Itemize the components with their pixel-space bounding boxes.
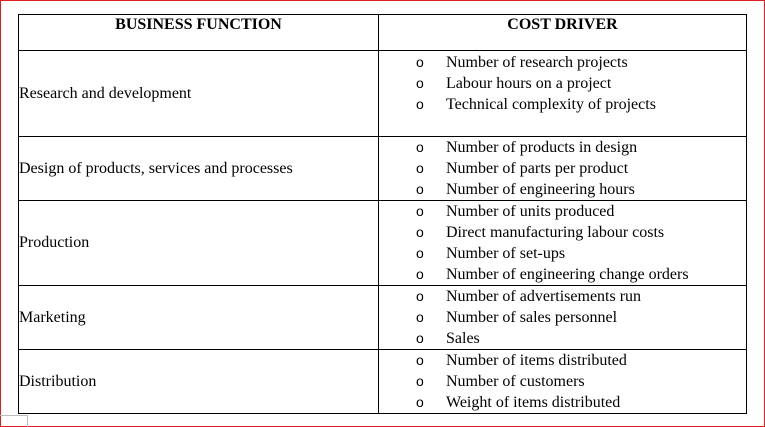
circle-bullet-icon: o [416, 224, 424, 240]
cost-driver-text: Labour hours on a project [446, 75, 612, 92]
list-item [379, 350, 746, 371]
business-function-cell: Distribution [19, 350, 379, 414]
cost-driver-cell [379, 350, 747, 414]
list-item [379, 73, 746, 94]
cost-driver-text: Number of advertisements run [446, 288, 642, 305]
circle-bullet-icon: o [416, 245, 424, 261]
header-row [19, 15, 747, 51]
cost-driver-table [18, 14, 747, 414]
circle-bullet-icon: o [416, 54, 424, 70]
cost-driver-text: Number of parts per product [446, 160, 629, 177]
cost-driver-cell [379, 137, 747, 201]
list-item [379, 243, 746, 264]
table-row [19, 137, 747, 201]
table-row [19, 201, 747, 286]
list-item [379, 94, 746, 115]
page-corner-marker [0, 415, 28, 427]
circle-bullet-icon: o [416, 181, 424, 197]
circle-bullet-icon: o [416, 75, 424, 91]
cost-driver-list [379, 137, 746, 200]
list-item [379, 158, 746, 179]
circle-bullet-icon: o [416, 309, 424, 325]
cost-driver-text: Number of customers [446, 373, 585, 390]
list-item [379, 328, 746, 349]
cost-driver-text: Number of products in design [446, 139, 638, 156]
business-function-cell: Production [19, 201, 379, 286]
table-row [19, 286, 747, 350]
business-function-cell: Research and development [19, 51, 379, 137]
cost-driver-text: Weight of items distributed [446, 394, 621, 411]
cost-driver-text: Technical complexity of projects [446, 96, 656, 113]
circle-bullet-icon: o [416, 160, 424, 176]
cost-driver-text: Sales [446, 330, 480, 347]
circle-bullet-icon: o [416, 352, 424, 368]
circle-bullet-icon: o [416, 288, 424, 304]
cost-driver-list [379, 286, 746, 349]
list-item [379, 52, 746, 73]
circle-bullet-icon: o [416, 330, 424, 346]
list-item [379, 286, 746, 307]
cost-driver-text: Number of sales personnel [446, 309, 618, 326]
cost-driver-list [379, 52, 746, 115]
header-business-function: BUSINESS FUNCTION [19, 15, 379, 51]
circle-bullet-icon: o [416, 266, 424, 282]
cost-driver-cell [379, 286, 747, 350]
list-item [379, 179, 746, 200]
cost-driver-cell [379, 51, 747, 137]
table-row [19, 51, 747, 137]
cost-driver-text: Number of engineering hours [446, 181, 635, 198]
cost-driver-text: Number of set-ups [446, 245, 566, 262]
header-cost-driver: COST DRIVER [379, 15, 747, 51]
list-item [379, 137, 746, 158]
cost-driver-text: Number of engineering change orders [446, 266, 689, 283]
cost-driver-text: Number of research projects [446, 54, 628, 71]
circle-bullet-icon: o [416, 139, 424, 155]
cost-driver-list [379, 201, 746, 285]
cost-driver-cell [379, 201, 747, 286]
list-item [379, 307, 746, 328]
cost-driver-text: Number of units produced [446, 203, 615, 220]
cost-driver-list [379, 350, 746, 413]
business-function-cell: Design of products, services and processes [19, 137, 379, 201]
circle-bullet-icon: o [416, 373, 424, 389]
cost-driver-text: Number of items distributed [446, 352, 627, 369]
circle-bullet-icon: o [416, 203, 424, 219]
list-item [379, 371, 746, 392]
cost-driver-text: Direct manufacturing labour costs [446, 224, 665, 241]
circle-bullet-icon: o [416, 394, 424, 410]
business-function-cell: Marketing [19, 286, 379, 350]
list-item [379, 222, 746, 243]
circle-bullet-icon: o [416, 96, 424, 112]
list-item [379, 201, 746, 222]
list-item [379, 392, 746, 413]
list-item [379, 264, 746, 285]
table-row [19, 350, 747, 414]
